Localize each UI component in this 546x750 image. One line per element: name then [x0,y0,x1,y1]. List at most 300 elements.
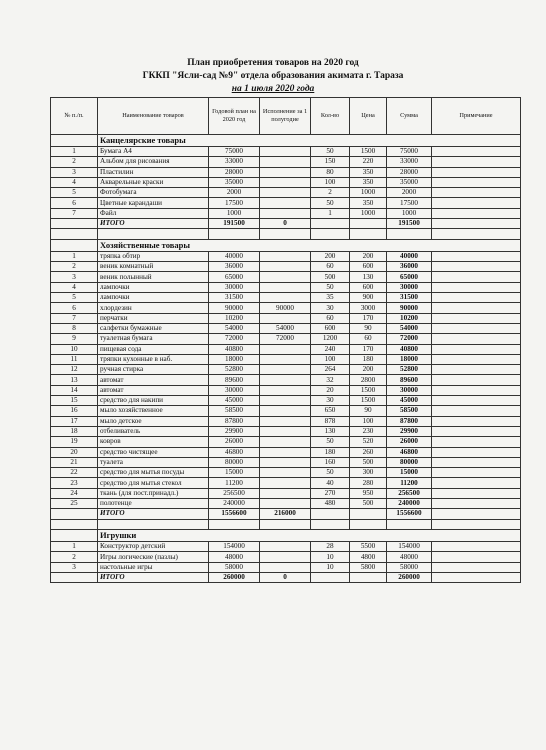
cell-item-name: ковров [98,437,209,447]
cell-annual-plan: 1000 [209,208,260,218]
cell-item-name: средство для мытья посуды [98,468,209,478]
cell-quantity: 264 [311,365,350,375]
cell-number: 7 [51,208,98,218]
cell-number: 2 [51,157,98,167]
cell-annual-plan: 18000 [209,354,260,364]
cell-price: 350 [350,198,387,208]
table-row [51,293,521,303]
table-row [51,313,521,323]
cell-note [432,334,521,344]
table-row [51,282,521,292]
cell-annual-plan: 40000 [209,251,260,261]
cell-sum: 65000 [387,272,432,282]
cell-note [432,416,521,426]
cell-quantity: 600 [311,323,350,333]
cell-item-name: веник комнатный [98,262,209,272]
total-label: ИТОГО [98,572,209,582]
cell-annual-plan: 17500 [209,198,260,208]
section-title: Хозяйственные товары [98,239,521,251]
cell-annual-plan: 72000 [209,334,260,344]
table-row [51,344,521,354]
total-execution: 216000 [260,509,311,519]
cell-quantity: 40 [311,478,350,488]
cell-annual-plan: 75000 [209,147,260,157]
cell-item-name: хлордезин [98,303,209,313]
cell-execution [260,406,311,416]
cell-number: 15 [51,396,98,406]
cell-note [432,282,521,292]
cell-quantity: 50 [311,468,350,478]
cell-execution [260,188,311,198]
cell-quantity: 60 [311,313,350,323]
cell-price: 180 [350,354,387,364]
cell-quantity: 200 [311,251,350,261]
cell-execution [260,396,311,406]
cell-item-name: мыло детское [98,416,209,426]
table-row [51,468,521,478]
cell-annual-plan: 87800 [209,416,260,426]
cell-annual-plan: 10200 [209,313,260,323]
cell-annual-plan: 54000 [209,323,260,333]
spacer-row [51,519,521,530]
cell-quantity: 50 [311,282,350,292]
cell-quantity: 10 [311,552,350,562]
cell-item-name: туалетная бумага [98,334,209,344]
total-label: ИТОГО [98,509,209,519]
cell-quantity: 160 [311,457,350,467]
cell-item-name: тряпки кухонные в наб. [98,354,209,364]
cell-item-name: туалета [98,457,209,467]
cell-quantity: 270 [311,488,350,498]
cell-item-name: лампочки [98,293,209,303]
cell-execution [260,157,311,167]
cell-sum: 40800 [387,344,432,354]
cell-sum: 1000 [387,208,432,218]
table-row [51,177,521,187]
cell-number: 2 [51,262,98,272]
cell-sum: 256500 [387,488,432,498]
cell-number: 1 [51,251,98,261]
cell-note [432,552,521,562]
cell-execution [260,272,311,282]
cell-sum: 35000 [387,177,432,187]
cell-execution [260,426,311,436]
cell-price: 5800 [350,562,387,572]
cell-execution [260,447,311,457]
total-execution: 0 [260,219,311,229]
cell-item-name: лампочки [98,282,209,292]
cell-price: 950 [350,488,387,498]
cell-sum: 58000 [387,562,432,572]
cell-item-name: настольные игры [98,562,209,572]
header-note: Примечание [432,98,521,135]
cell-price: 5500 [350,542,387,552]
cell-execution [260,313,311,323]
cell-item-name: веник полынный [98,272,209,282]
cell-sum: 45000 [387,396,432,406]
table-row [51,406,521,416]
cell-execution: 54000 [260,323,311,333]
cell-item-name: Фотобумага [98,188,209,198]
cell-note [432,188,521,198]
cell-execution [260,375,311,385]
cell-quantity: 2 [311,188,350,198]
cell-item-name: автомат [98,385,209,395]
cell-number: 16 [51,406,98,416]
cell-quantity: 1 [311,208,350,218]
cell-price: 230 [350,426,387,436]
table-row [51,167,521,177]
cell-note [432,542,521,552]
header-half-year-execution: Исполнение за 1 полугодие [260,98,311,135]
table-header-row [51,98,521,135]
table-row [51,334,521,344]
cell-sum: 15000 [387,468,432,478]
cell-item-name: перчатки [98,313,209,323]
cell-note [432,147,521,157]
cell-execution [260,167,311,177]
cell-sum: 89600 [387,375,432,385]
table-row [51,262,521,272]
cell-annual-plan: 80000 [209,457,260,467]
cell-number: 18 [51,426,98,436]
cell-quantity: 50 [311,437,350,447]
cell-price: 350 [350,167,387,177]
cell-note [432,198,521,208]
cell-number: 13 [51,375,98,385]
cell-sum: 240000 [387,499,432,509]
cell-quantity: 100 [311,177,350,187]
cell-annual-plan: 58000 [209,562,260,572]
cell-quantity: 240 [311,344,350,354]
cell-sum: 17500 [387,198,432,208]
cell-price: 2800 [350,375,387,385]
cell-quantity: 30 [311,396,350,406]
total-annual-plan: 191500 [209,219,260,229]
header-annual-plan: Годовой план на 2020 год [209,98,260,135]
cell-price: 170 [350,313,387,323]
cell-number: 14 [51,385,98,395]
cell-note [432,157,521,167]
cell-quantity: 100 [311,354,350,364]
cell-annual-plan: 65000 [209,272,260,282]
cell-execution [260,457,311,467]
total-sum: 260000 [387,572,432,582]
table-row [51,416,521,426]
cell-note [432,208,521,218]
cell-sum: 75000 [387,147,432,157]
cell-annual-plan: 154000 [209,542,260,552]
cell-execution [260,251,311,261]
cell-execution [260,385,311,395]
cell-item-name: Акварельные краски [98,177,209,187]
table-row [51,396,521,406]
cell-price: 280 [350,478,387,488]
cell-annual-plan: 240000 [209,499,260,509]
section-title: Игрушки [98,530,521,542]
cell-number: 3 [51,167,98,177]
cell-quantity: 180 [311,447,350,457]
cell-price: 130 [350,272,387,282]
cell-sum: 46800 [387,447,432,457]
cell-quantity: 28 [311,542,350,552]
table-row [51,437,521,447]
header-quantity: Кол-во [311,98,350,135]
cell-number: 2 [51,552,98,562]
cell-sum: 11200 [387,478,432,488]
cell-price: 1000 [350,188,387,198]
table-row [51,562,521,572]
cell-annual-plan: 40800 [209,344,260,354]
cell-number: 5 [51,188,98,198]
cell-number: 11 [51,354,98,364]
cell-note [432,354,521,364]
cell-execution [260,478,311,488]
cell-price: 200 [350,365,387,375]
cell-annual-plan: 29900 [209,426,260,436]
table-row [51,457,521,467]
cell-sum: 10200 [387,313,432,323]
cell-number: 4 [51,282,98,292]
cell-annual-plan: 89600 [209,375,260,385]
cell-sum: 33000 [387,157,432,167]
cell-sum: 72000 [387,334,432,344]
total-sum: 191500 [387,219,432,229]
cell-price: 60 [350,334,387,344]
cell-sum: 36000 [387,262,432,272]
cell-sum: 28000 [387,167,432,177]
cell-annual-plan: 48000 [209,552,260,562]
cell-execution [260,468,311,478]
cell-number: 25 [51,499,98,509]
cell-number: 7 [51,313,98,323]
cell-price: 200 [350,251,387,261]
table-row [51,157,521,167]
cell-item-name: автомат [98,375,209,385]
cell-note [432,437,521,447]
cell-note [432,488,521,498]
cell-item-name: Бумага А4 [98,147,209,157]
cell-sum: 18000 [387,354,432,364]
cell-item-name: Пластилин [98,167,209,177]
cell-price: 300 [350,468,387,478]
spacer-row [51,229,521,240]
table-row [51,426,521,436]
cell-execution [260,562,311,572]
cell-execution [260,344,311,354]
total-row [51,509,521,519]
cell-quantity: 650 [311,406,350,416]
cell-annual-plan: 30000 [209,385,260,395]
table-row [51,499,521,509]
cell-price: 170 [350,344,387,354]
cell-annual-plan: 35000 [209,177,260,187]
total-row [51,572,521,582]
cell-note [432,478,521,488]
cell-annual-plan: 11200 [209,478,260,488]
cell-annual-plan: 46800 [209,447,260,457]
header-number: № п./п. [51,98,98,135]
cell-note [432,251,521,261]
cell-execution: 90000 [260,303,311,313]
cell-item-name: Файл [98,208,209,218]
cell-item-name: Цветные карандаши [98,198,209,208]
cell-quantity: 500 [311,272,350,282]
cell-number: 12 [51,365,98,375]
cell-annual-plan: 30000 [209,282,260,292]
table-row [51,198,521,208]
cell-note [432,406,521,416]
section-header-row [51,530,521,542]
total-annual-plan: 1556600 [209,509,260,519]
cell-number: 8 [51,323,98,333]
cell-price: 900 [350,293,387,303]
cell-note [432,272,521,282]
cell-price: 500 [350,457,387,467]
cell-price: 220 [350,157,387,167]
cell-note [432,262,521,272]
cell-annual-plan: 256500 [209,488,260,498]
cell-note [432,457,521,467]
cell-item-name: салфетки бумажные [98,323,209,333]
cell-quantity: 878 [311,416,350,426]
cell-price: 600 [350,262,387,272]
total-sum: 1556600 [387,509,432,519]
cell-note [432,447,521,457]
cell-quantity: 10 [311,562,350,572]
cell-sum: 2000 [387,188,432,198]
cell-sum: 90000 [387,303,432,313]
cell-item-name: Игры логические (пазлы) [98,552,209,562]
total-label: ИТОГО [98,219,209,229]
cell-item-name: средство чистящее [98,447,209,457]
table-row [51,303,521,313]
cell-number: 24 [51,488,98,498]
cell-sum: 154000 [387,542,432,552]
cell-price: 4800 [350,552,387,562]
cell-execution [260,542,311,552]
cell-price: 600 [350,282,387,292]
table-row [51,147,521,157]
cell-annual-plan: 36000 [209,262,260,272]
cell-number: 20 [51,447,98,457]
cell-number: 3 [51,562,98,572]
cell-price: 3000 [350,303,387,313]
cell-execution: 72000 [260,334,311,344]
cell-quantity: 150 [311,157,350,167]
cell-quantity: 32 [311,375,350,385]
cell-item-name: тряпка обтир [98,251,209,261]
cell-number: 9 [51,334,98,344]
total-execution: 0 [260,572,311,582]
cell-item-name: полотенце [98,499,209,509]
cell-number: 17 [51,416,98,426]
cell-number: 22 [51,468,98,478]
cell-item-name: ручная стирка [98,365,209,375]
cell-quantity: 1200 [311,334,350,344]
cell-note [432,344,521,354]
cell-note [432,313,521,323]
cell-number: 4 [51,177,98,187]
cell-execution [260,499,311,509]
cell-quantity: 60 [311,262,350,272]
cell-annual-plan: 90000 [209,303,260,313]
table-row [51,188,521,198]
cell-price: 1500 [350,147,387,157]
cell-note [432,562,521,572]
table-row [51,354,521,364]
table-row [51,375,521,385]
table-row [51,251,521,261]
cell-price: 260 [350,447,387,457]
cell-annual-plan: 52800 [209,365,260,375]
cell-note [432,293,521,303]
cell-price: 1500 [350,396,387,406]
cell-number: 23 [51,478,98,488]
cell-price: 1500 [350,385,387,395]
cell-execution [260,416,311,426]
cell-quantity: 50 [311,198,350,208]
cell-execution [260,208,311,218]
cell-price: 100 [350,416,387,426]
cell-sum: 40000 [387,251,432,261]
table-body [51,135,521,583]
cell-price: 90 [350,323,387,333]
cell-item-name: мыло хозяйственное [98,406,209,416]
document-title: План приобретения товаров на 2020 год [187,58,359,68]
cell-sum: 54000 [387,323,432,333]
cell-annual-plan: 26000 [209,437,260,447]
cell-price: 520 [350,437,387,447]
table-row [51,385,521,395]
cell-note [432,365,521,375]
cell-number: 19 [51,437,98,447]
cell-item-name: Альбом для рисования [98,157,209,167]
cell-execution [260,177,311,187]
table-row [51,323,521,333]
cell-number: 6 [51,198,98,208]
cell-price: 1000 [350,208,387,218]
cell-sum: 80000 [387,457,432,467]
cell-number: 6 [51,303,98,313]
cell-execution [260,282,311,292]
cell-execution [260,552,311,562]
cell-execution [260,147,311,157]
cell-quantity: 30 [311,303,350,313]
cell-annual-plan: 15000 [209,468,260,478]
cell-sum: 48000 [387,552,432,562]
header-price: Цена [350,98,387,135]
cell-item-name: Конструктор детский [98,542,209,552]
cell-number: 10 [51,344,98,354]
cell-note [432,167,521,177]
cell-quantity: 35 [311,293,350,303]
cell-quantity: 480 [311,499,350,509]
cell-annual-plan: 58500 [209,406,260,416]
cell-execution [260,437,311,447]
cell-number: 1 [51,147,98,157]
cell-sum: 30000 [387,385,432,395]
cell-note [432,177,521,187]
cell-price: 500 [350,499,387,509]
header-item-name: Наименование товаров [98,98,209,135]
cell-execution [260,488,311,498]
cell-quantity: 50 [311,147,350,157]
table-row [51,208,521,218]
table-row [51,272,521,282]
header-sum: Сумма [387,98,432,135]
cell-note [432,303,521,313]
